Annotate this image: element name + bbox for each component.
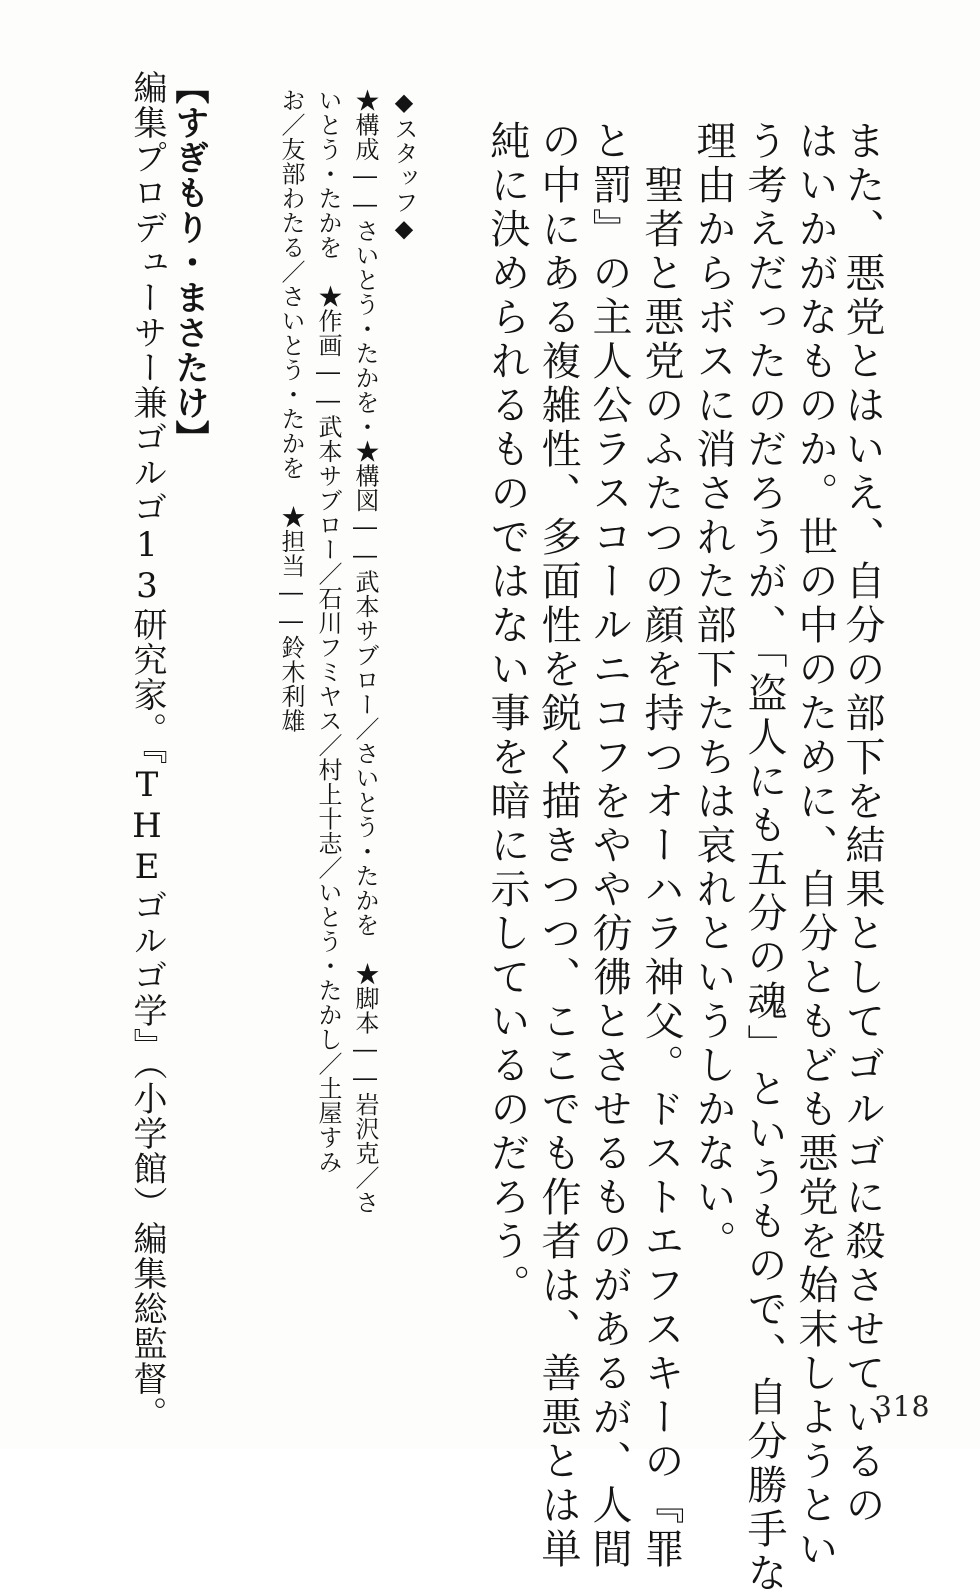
- staff-heading: ◆スタッフ◆: [390, 88, 418, 243]
- staff-line-2: いとう・たかを ★作画――武本サブロー／石川フミヤス／村上十志／いとう・たかし／土屋すみ: [314, 88, 342, 1174]
- body-line-8: 純に決められるものではない事を暗に示しているのだろう。: [484, 120, 530, 1308]
- body-line-1: また、悪党とはいえ、自分の部下を結果としてゴルゴに殺させているの: [839, 120, 885, 1528]
- body-line-6: と罰』の主人公ラスコールニコフをやや彷彿とさせるものがあるが、人間: [586, 120, 632, 1572]
- page-number: 318: [874, 1390, 931, 1423]
- body-line-7: の中にある複雑性、多面性を鋭く描きつつ、ここでも作者は、善悪とは単: [535, 120, 581, 1572]
- body-line-2: はいかがなものか。世の中のために、自分ともども悪党を始末しようとい: [792, 120, 838, 1572]
- staff-line-3: お／友部わたる／さいとう・たかを ★担当――鈴木利雄: [277, 88, 305, 733]
- author-name: 【すぎもり・まさたけ】: [169, 70, 209, 455]
- staff-line-1: ★構成――さいとう・たかを・★構図――武本サブロー／さいとう・たかを ★脚本――岩沢克／さ: [351, 88, 379, 1215]
- body-line-3: う考えだったのだろうが、「盗人にも五分の魂」というもので、自分勝手な: [741, 120, 787, 1596]
- body-line-4: 理由からボスに消された部下たちは哀れというしかない。: [690, 120, 736, 1264]
- author-bio: 編集プロデューサー兼ゴルゴ13研究家。『THEゴルゴ学』（小学館）編集総監督。: [127, 70, 167, 1431]
- body-line-5: 聖者と悪党のふたつの顔を持つオーハラ神父。ドストエフスキーの『罪: [638, 120, 684, 1572]
